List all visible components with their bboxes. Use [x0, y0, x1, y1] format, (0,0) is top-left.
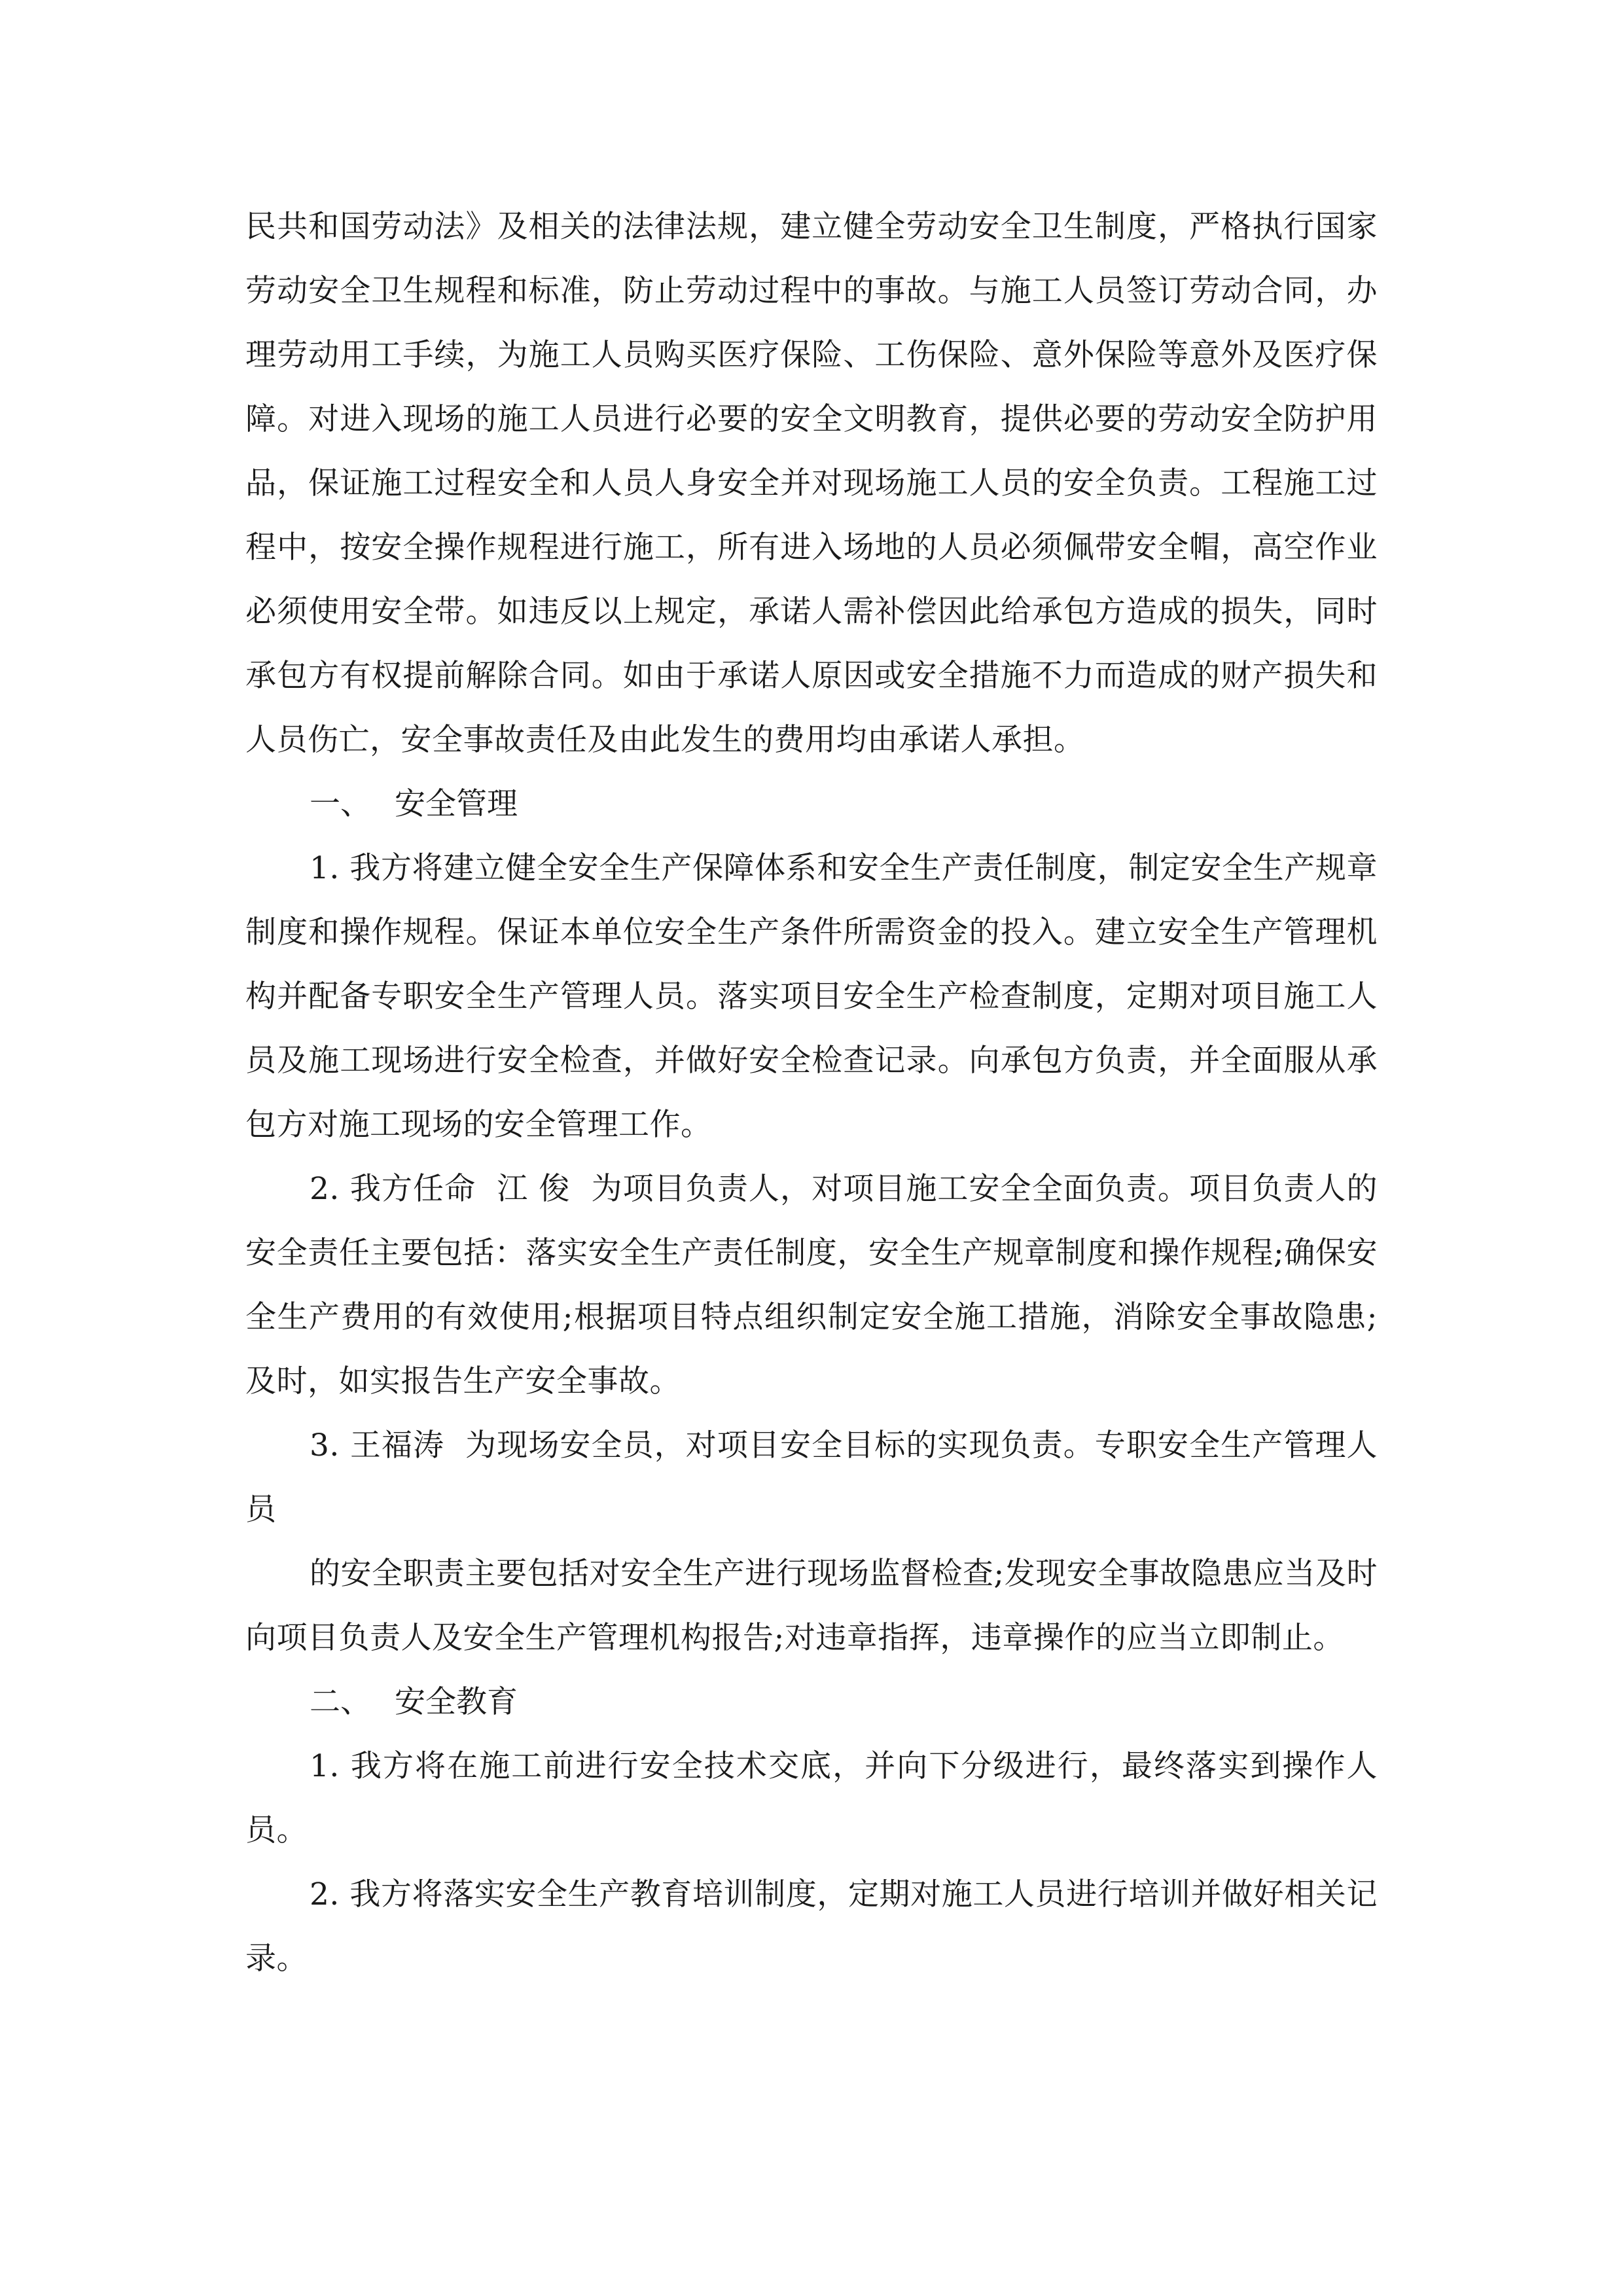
- paragraph-safety-duties: 的安全职责主要包括对安全生产进行现场监督检查;发现安全事故隐患应当及时向项目负责人及安全生产管理机构报告;对违章指挥，违章操作的应当立即制止。: [245, 1556, 1378, 1656]
- heading-number: 二、: [310, 1684, 371, 1720]
- heading-text: 安全教育: [395, 1684, 518, 1720]
- heading-safety-education: [245, 1670, 1378, 1734]
- paragraph-labor-safety: 民共和国劳动法》及相关的法律法规，建立健全劳动安全卫生制度，严格执行国家劳动安全卫生规程和标准，防止劳动过程中的事故。与施工人员签订劳动合同，办理劳动用工手续，为施工人员购买医疗保险、工伤保险、意外保险等意外及医疗保障。对进入现场的施工人员进行必要的安全文明教育，提供必要的劳动安全防护用品，保证施工过程安全和人员人身安全并对现场施工人员的安全负责。工程施工过程中，按安全操作规程进行施工，所有进入场地的人员必须佩带安全帽，高空作业必须使用安全带。如违反以上规定，承诺人需补偿因此给承包方造成的损失，同时承包方有权提前解除合同。如由于承诺人原因或安全措施不力而造成的财产损失和人员伤亡，安全事故责任及由此发生的费用均由承诺人承担。: [245, 209, 1378, 758]
- document-page: [245, 195, 1378, 2093]
- paragraph-item-2: 2. 我方任命 江 俊 为项目负责人，对项目施工安全全面负责。项目负责人的安全责任主要包括：落实安全生产责任制度，安全生产规章制度和操作规程;确保安全生产费用的有效使用;根据项目特点组织制定安全施工措施，消除安全事故隐患;及时，如实报告生产安全事故。: [245, 1171, 1378, 1399]
- heading-number: 一、: [310, 786, 371, 822]
- paragraph-education-1: 1. 我方将在施工前进行安全技术交底，并向下分级进行，最终落实到操作人员。: [245, 1748, 1378, 1848]
- paragraph-education-2: 2. 我方将落实安全生产教育培训制度，定期对施工人员进行培训并做好相关记录。: [245, 1876, 1378, 1977]
- paragraph-item-1: 1. 我方将建立健全安全生产保障体系和安全生产责任制度，制定安全生产规章制度和操作规程。保证本单位安全生产条件所需资金的投入。建立安全生产管理机构并配备专职安全生产管理人员。落实项目安全生产检查制度，定期对项目施工人员及施工现场进行安全检查，并做好安全检查记录。向承包方负责，并全面服从承包方对施工现场的安全管理工作。: [245, 850, 1378, 1143]
- heading-safety-management: [245, 772, 1378, 836]
- heading-text: 安全管理: [395, 786, 518, 822]
- paragraph-item-3: 3. 王福涛 为现场安全员，对项目安全目标的实现负责。专职安全生产管理人员: [245, 1427, 1378, 1528]
